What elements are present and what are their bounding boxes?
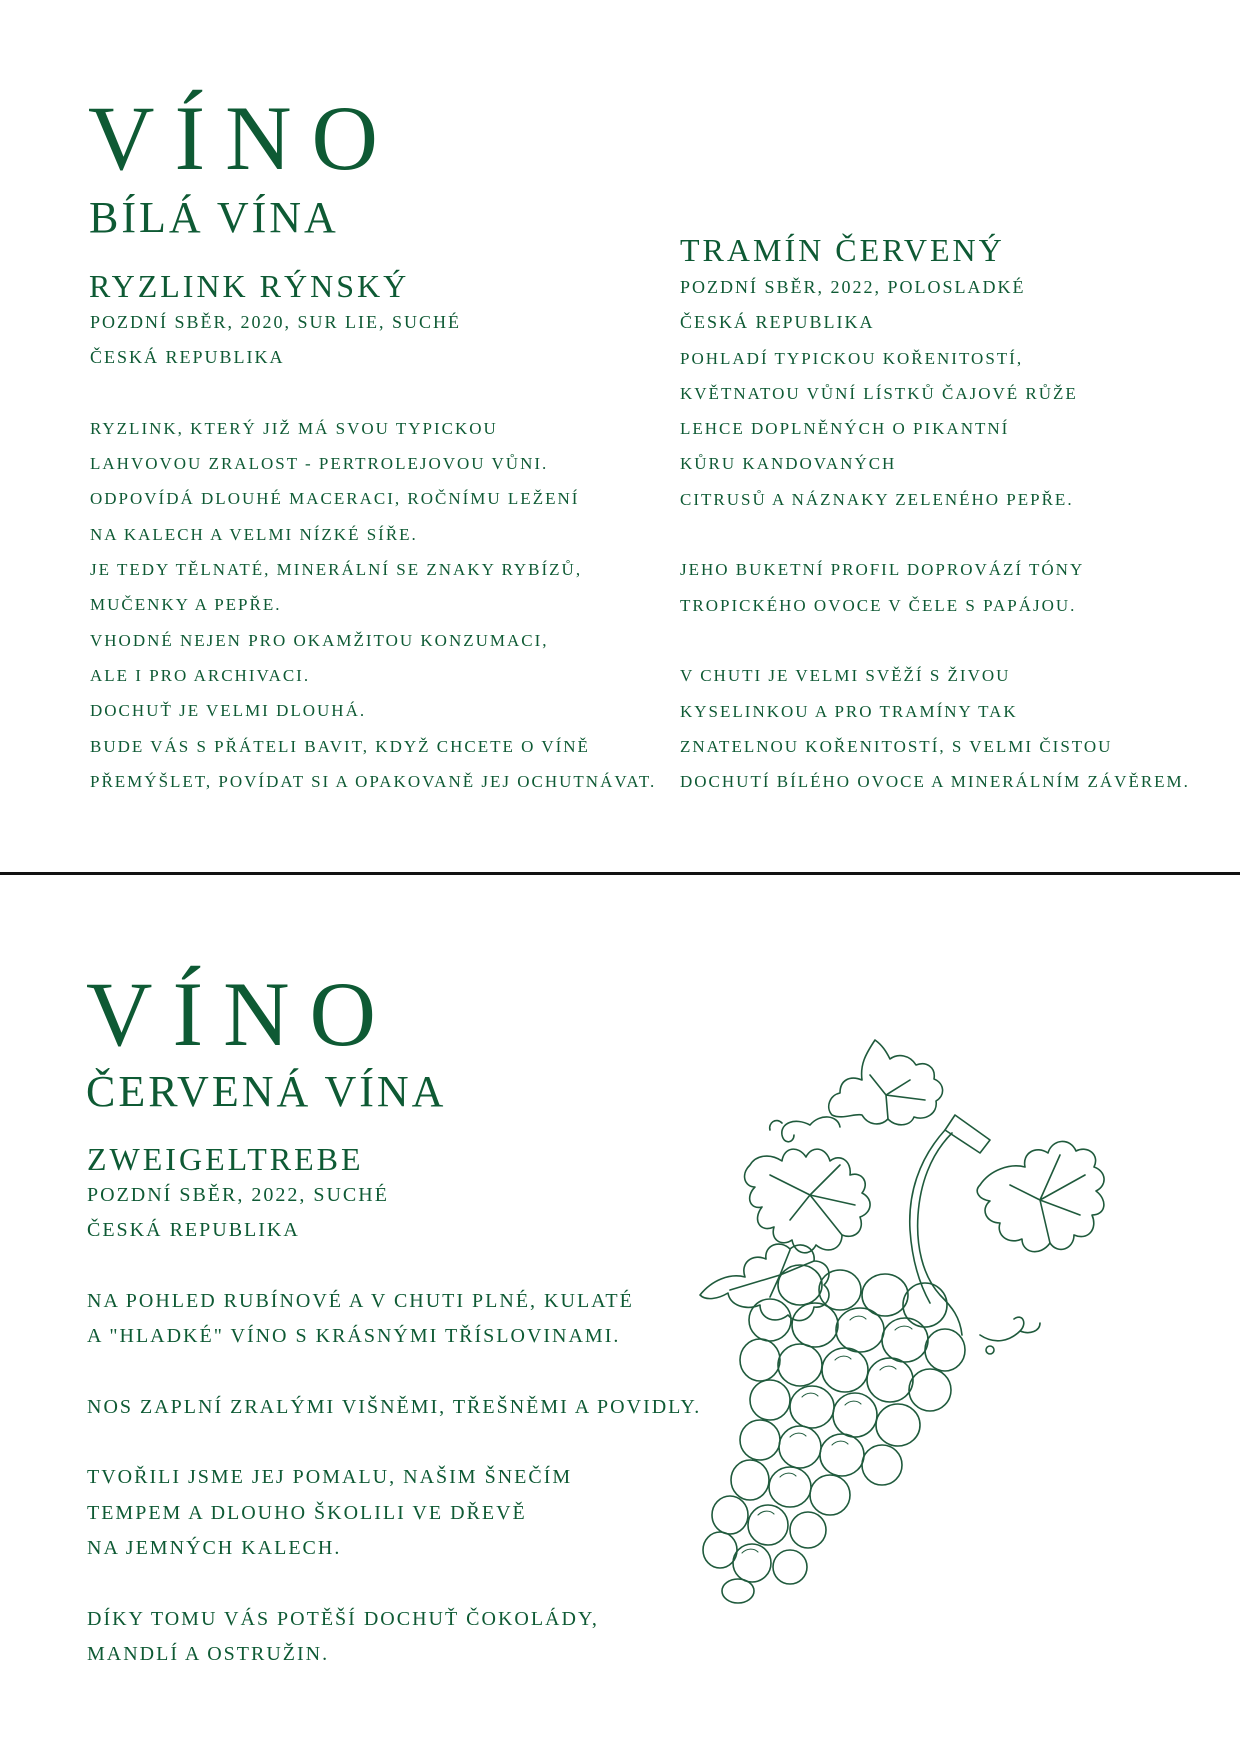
text-line: LEHCE DOPLNĚNÝCH O PIKANTNÍ: [680, 419, 1010, 439]
page-title-bottom: VÍNO: [86, 963, 396, 1065]
text-line: LAHVOVOU ZRALOST - PERTROLEJOVOU VŮNI.: [90, 454, 549, 474]
category-red-wines: ČERVENÁ VÍNA: [86, 1067, 447, 1116]
text-line: POZDNÍ SBĚR, 2020, SUR LIE, SUCHÉ: [90, 312, 462, 332]
text-line: [680, 517, 1190, 552]
text-line: NA POHLED RUBÍNOVÉ A V CHUTI PLNÉ, KULATÉ: [87, 1289, 634, 1312]
text-line: NA JEMNÝCH KALECH.: [87, 1536, 342, 1559]
text-line: POZDNÍ SBĚR, 2022, SUCHÉ: [87, 1184, 389, 1206]
text-line: ČESKÁ REPUBLIKA: [90, 347, 285, 368]
text-line: [87, 1566, 701, 1601]
section-divider: [0, 872, 1240, 875]
wine-description-zweigeltrebe: [87, 1178, 701, 1672]
text-line: MANDLÍ A OSTRUŽIN.: [87, 1642, 330, 1665]
text-line: BUDE VÁS S PŘÁTELI BAVIT, KDYŽ CHCETE O VÍNĚ: [90, 736, 590, 756]
text-line: JE TEDY TĚLNATÉ, MINERÁLNÍ SE ZNAKY RYBÍZŮ,: [90, 560, 583, 580]
wine-name-ryzlink: RYZLINK RÝNSKÝ: [89, 268, 410, 304]
text-line: [87, 1425, 701, 1460]
text-line: CITRUSŮ A NÁZNAKY ZELENÉHO PEPŘE.: [680, 489, 1074, 509]
text-line: NA KALECH A VELMI NÍZKÉ SÍŘE.: [90, 524, 418, 544]
text-line: JEHO BUKETNÍ PROFIL DOPROVÁZÍ TÓNY: [680, 560, 1085, 580]
text-line: POZDNÍ SBĚR, 2022, POLOSLADKÉ: [680, 277, 1026, 297]
grape-cluster-icon: [690, 1035, 1130, 1605]
text-line: KŮRU KANDOVANÝCH: [680, 454, 897, 474]
wine-name-zweigeltrebe: ZWEIGELTREBE: [87, 1141, 364, 1177]
text-line: KYSELINKOU A PRO TRAMÍNY TAK: [680, 701, 1018, 721]
text-line: ČESKÁ REPUBLIKA: [87, 1219, 300, 1242]
text-line: MUČENKY A PEPŘE.: [90, 595, 282, 615]
text-line: [87, 1249, 701, 1284]
wine-name-tramin: TRAMÍN ČERVENÝ: [680, 232, 1005, 268]
category-white-wines: BÍLÁ VÍNA: [89, 193, 339, 242]
wine-description-ryzlink: [90, 305, 656, 799]
text-line: PŘEMÝŠLET, POVÍDAT SI A OPAKOVANĚ JEJ OCHUTNÁVAT.: [90, 771, 657, 791]
text-line: NOS ZAPLNÍ ZRALÝMI VIŠNĚMI, TŘEŠNĚMI A POVIDLY.: [87, 1395, 702, 1418]
text-line: RYZLINK, KTERÝ JIŽ MÁ SVOU TYPICKOU: [90, 418, 498, 438]
text-line: TEMPEM A DLOUHO ŠKOLILI VE DŘEVĚ: [87, 1501, 527, 1524]
text-line: DOCHUTÍ BÍLÉHO OVOCE A MINERÁLNÍM ZÁVĚREM.: [680, 772, 1190, 792]
text-line: DÍKY TOMU VÁS POTĚŠÍ DOCHUŤ ČOKOLÁDY,: [87, 1607, 599, 1630]
text-line: TVOŘILI JSME JEJ POMALU, NAŠIM ŠNEČÍM: [87, 1466, 573, 1489]
page-title-top: VÍNO: [88, 87, 398, 189]
text-line: KVĚTNATOU VŮNÍ LÍSTKŮ ČAJOVÉ RŮŽE: [680, 383, 1078, 403]
text-line: VHODNÉ NEJEN PRO OKAMŽITOU KONZUMACI,: [90, 630, 549, 650]
text-line: TROPICKÉHO OVOCE V ČELE S PAPÁJOU.: [680, 595, 1077, 615]
text-line: ZNATELNOU KOŘENITOSTÍ, S VELMI ČISTOU: [680, 736, 1113, 756]
text-line: [90, 376, 656, 411]
text-line: ČESKÁ REPUBLIKA: [680, 312, 875, 333]
text-line: [680, 623, 1190, 658]
text-line: ODPOVÍDÁ DLOUHÉ MACERACI, ROČNÍMU LEŽENÍ: [90, 489, 580, 509]
wine-description-tramin: [680, 270, 1190, 799]
text-line: A "HLADKÉ" VÍNO S KRÁSNÝMI TŘÍSLOVINAMI.: [87, 1325, 621, 1348]
text-line: [87, 1354, 701, 1389]
text-line: V CHUTI JE VELMI SVĚŽÍ S ŽIVOU: [680, 666, 1011, 686]
text-line: DOCHUŤ JE VELMI DLOUHÁ.: [90, 701, 367, 721]
text-line: ALE I PRO ARCHIVACI.: [90, 665, 311, 685]
text-line: POHLADÍ TYPICKOU KOŘENITOSTÍ,: [680, 348, 1024, 368]
